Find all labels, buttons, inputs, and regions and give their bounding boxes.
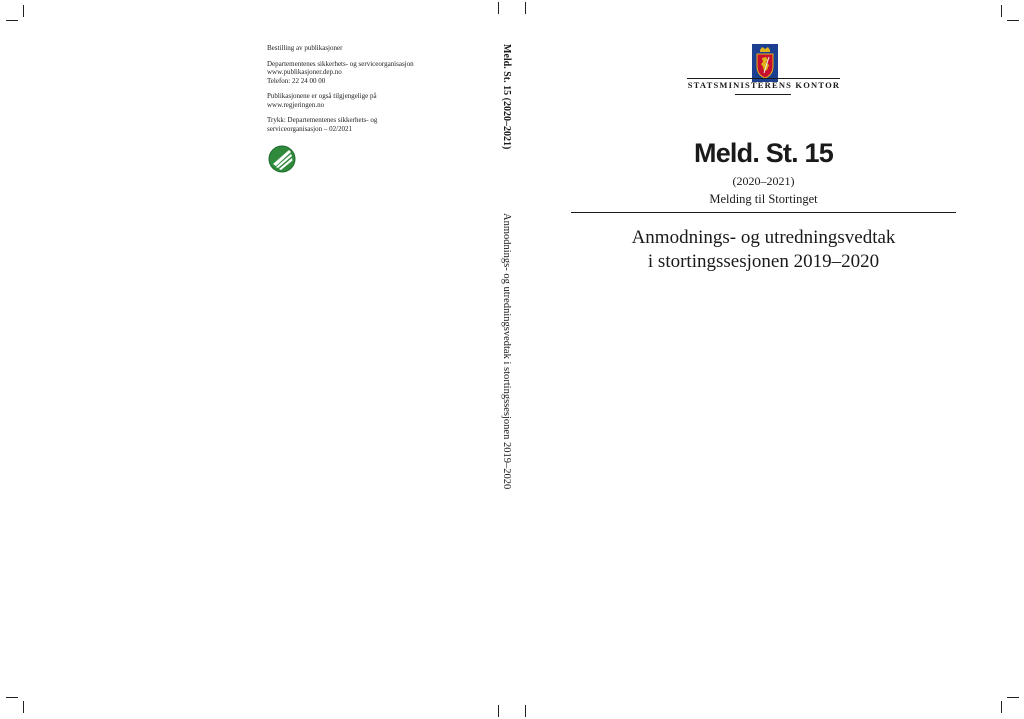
distributor-name: Departementenes sikkerhets- og serviceorganisasjon	[267, 59, 414, 68]
crest-rule	[687, 78, 840, 79]
document-number: Meld. St. 15	[694, 138, 833, 168]
norwegian-coat-of-arms-icon	[752, 44, 778, 82]
document-title-line-2: i stortingssesjonen 2019–2020	[647, 251, 880, 272]
crop-mark	[1001, 5, 1002, 17]
crop-mark	[1007, 20, 1019, 21]
crop-mark	[498, 705, 499, 717]
availability-url: www.regjeringen.no	[267, 100, 325, 109]
crop-mark	[525, 705, 526, 717]
document-title-line-1: Anmodnings- og utredningsvedtak	[631, 227, 896, 248]
distributor-url: www.publikasjoner.dep.no	[267, 68, 342, 76]
print-block	[267, 116, 467, 133]
distributor-phone: Telefon: 22 24 00 00	[267, 76, 326, 85]
ministry-rule	[735, 94, 791, 95]
crop-mark	[6, 697, 18, 698]
spine-title: Anmodnings- og utredningsvedtak i stortingssesjonen 2019–2020	[501, 213, 512, 490]
crop-mark	[23, 701, 24, 713]
swan-ecolabel-icon	[268, 144, 296, 174]
crop-mark	[1007, 697, 1019, 698]
document-title	[571, 226, 956, 274]
availability-text: Publikasjonene er også tilgjengelige på	[267, 92, 377, 100]
session-years: (2020–2021)	[732, 174, 795, 188]
ordering-heading	[267, 44, 467, 53]
distributor-block	[267, 60, 467, 86]
crop-mark	[6, 20, 18, 21]
ministry-name: STATSMINISTERENS KONTOR	[687, 80, 841, 90]
crop-mark	[23, 5, 24, 17]
crop-mark	[525, 2, 526, 14]
availability-block	[267, 92, 467, 109]
crop-mark	[1001, 701, 1002, 713]
spine-identifier: Meld. St. 15 (2020–2021)	[501, 44, 512, 150]
crop-mark	[498, 2, 499, 14]
document-type: Melding til Stortinget	[709, 192, 818, 206]
print-text-2: serviceorganisasjon – 02/2021	[267, 124, 353, 133]
back-cover-info	[267, 44, 467, 140]
print-text-1: Trykk: Departementenes sikkerhets- og	[267, 116, 378, 124]
ordering-heading-text: Bestilling av publikasjoner	[267, 44, 343, 52]
title-divider	[571, 212, 956, 213]
